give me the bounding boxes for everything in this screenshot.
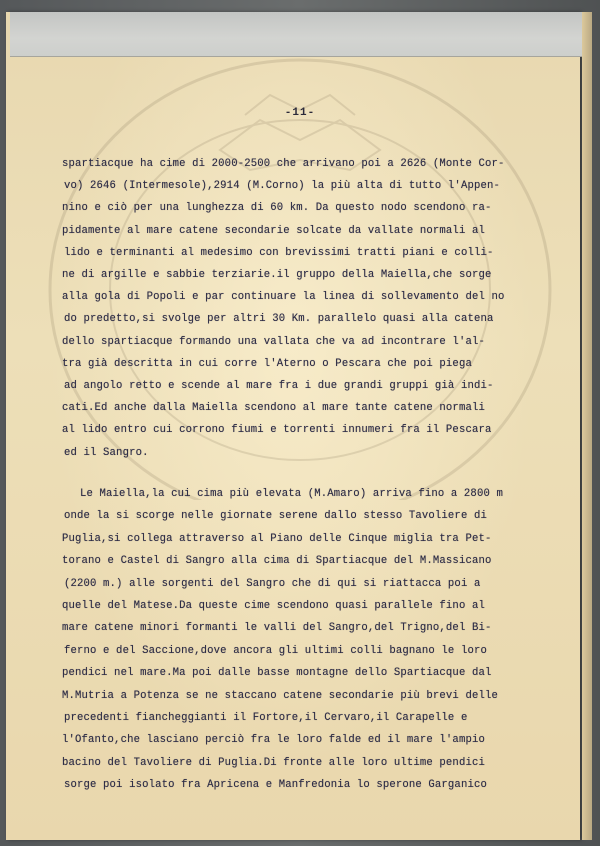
text-line: torano e Castel di Sangro alla cima di Spartiacque del M.Massicano bbox=[62, 555, 492, 568]
text-line: pidamente al mare catene secondarie solcate da vallate normali al bbox=[62, 224, 485, 237]
text-line: quelle del Matese.Da queste cime scendono quasi parallele fino al bbox=[62, 600, 485, 612]
text-line: spartiacque ha cime di 2000-2500 che arrivano poi a 2626 (Monte Cor- bbox=[62, 158, 505, 170]
text-line: dello spartiacque formando una vallata che va ad incontrare l'al- bbox=[62, 335, 485, 348]
text-line: pendici nel mare.Ma poi dalle basse montagne dello Spartiacque dal bbox=[62, 667, 492, 680]
text-line: ed il Sangro. bbox=[64, 446, 149, 459]
text-line: do predetto,si svolge per altri 30 Km. parallelo quasi alla catena bbox=[64, 313, 494, 326]
text-line: M.Mutria a Potenza se ne staccano catene secondarie più brevi delle bbox=[62, 689, 498, 702]
text-line: vo) 2646 (Intermesole),2914 (M.Corno) la più alta di tutto l'Appen- bbox=[64, 180, 500, 193]
text-line: Puglia,si collega attraverso al Piano delle Cinque miglia tra Pet- bbox=[62, 532, 492, 545]
text-line: cati.Ed anche dalla Maiella scendono al mare tante catene normali bbox=[62, 402, 485, 415]
text-line: lido e terminanti al medesimo con brevissimi tratti piani e colli- bbox=[64, 246, 494, 259]
text-line: sorge poi isolato fra Apricena e Manfredonia lo sperone Garganico bbox=[64, 779, 487, 792]
text-line: ad angolo retto e scende al mare fra i due grandi gruppi già indi- bbox=[64, 380, 494, 392]
text-line: ne di argille e sabbie terziarie.il gruppo della Maiella,che sorge bbox=[62, 269, 492, 281]
text-line: al lido entro cui corrono fiumi e torrenti innumeri fra il Pescara bbox=[62, 424, 492, 437]
text-line: nino e ciò per una lunghezza di 60 km. Da questo nodo scendono ra- bbox=[62, 202, 492, 215]
text-line: alla gola di Popoli e par continuare la linea di sollevamento del no bbox=[62, 291, 505, 304]
page-number: -11- bbox=[284, 107, 316, 119]
text-line: bacino del Tavoliere di Puglia.Di fronte alle loro ultime pendici bbox=[62, 756, 485, 769]
text-line: (2200 m.) alle sorgenti del Sangro che di qui si riattacca poi a bbox=[64, 577, 481, 590]
page-right-edge bbox=[582, 12, 592, 840]
text-line: tra già descritta in cui corre l'Aterno o Pescara che poi piega bbox=[62, 357, 472, 370]
text-line: ferno e del Saccione,dove ancora gli ultimi colli bagnano le loro bbox=[64, 644, 487, 657]
text-line: Le Maiella,la cui cima più elevata (M.Amaro) arriva fino a 2800 m bbox=[80, 488, 503, 500]
text-line: precedenti fiancheggianti il Fortore,il Cervaro,il Carapelle e bbox=[64, 712, 468, 724]
text-line: mare catene minori formanti le valli del Sangro,del Trigno,del Bi- bbox=[62, 622, 492, 635]
paper-tab-strip bbox=[10, 12, 586, 57]
text-line: l'Ofanto,che lasciano perciò fra le loro falde ed il mare l'ampio bbox=[62, 734, 485, 747]
text-line: onde la si scorge nelle giornate serene dallo stesso Tavoliere di bbox=[64, 510, 487, 523]
